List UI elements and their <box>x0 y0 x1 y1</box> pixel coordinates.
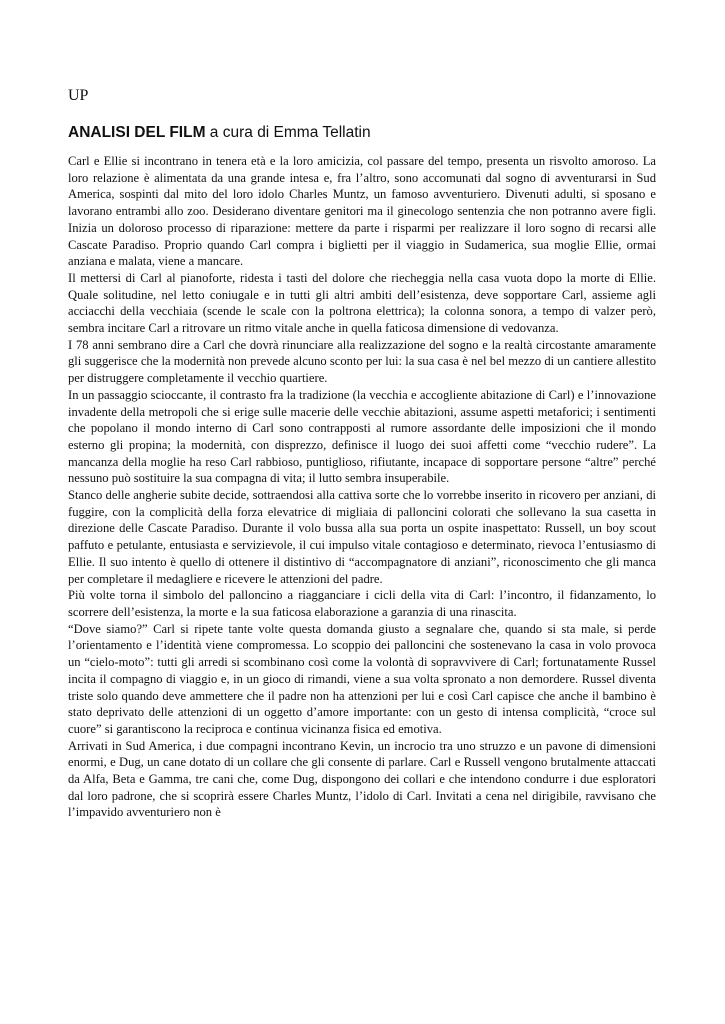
document-page <box>68 86 656 821</box>
article-heading <box>68 123 656 143</box>
paragraph: Il mettersi di Carl al pianoforte, ridesta i tasti del dolore che riecheggia nella casa vuota dopo la morte di Ellie. Quale solitudine, nel letto coniugale e in tutti gli altri ambiti dell’esistenza, deve sopportare Carl, assieme agli acciacchi della vecchiaia (scende le scale con la poltrona elettrica); la colonna sonora, a tempo di valzer però, sembra incitare Carl a ritrovare un ritmo vitale anche in quella faticosa dimensione di vedovanza. <box>68 270 656 336</box>
paragraph: Più volte torna il simbolo del palloncino a riagganciare i cicli della vita di Carl: l’incontro, il fidanzamento, lo scorrere dell’esistenza, la morte e la sua faticosa elaborazione a garanzia di una rinascita. <box>68 588 656 619</box>
heading-author: a cura di Emma Tellatin <box>205 124 371 141</box>
paragraph: Arrivati in Sud America, i due compagni incontrano Kevin, un incrocio tra uno struzzo e un pavone di dimensioni enormi, e Dug, un cane dotato di un collare che gli consente di parlare. Carl e Russell vengono brutalmente attaccati da Alfa, Beta e Gamma, tre cani che, come Dug, dispongono dei collari e che intendono condurre i due esploratori dal loro padrone, che si scoprirà essere Charles Muntz, l’idolo di Carl. Invitati a cena nel dirigibile, ravvisano che l’impavido avventuriero non è <box>68 738 656 820</box>
paragraph: I 78 anni sembrano dire a Carl che dovrà rinunciare alla realizzazione del sogno e la realtà circostante amaramente gli suggerisce che la modernità non prevede alcuno sconto per lui: la sua casa è nel bel mezzo di un cantiere allestito per distruggere completamente il vecchio quartiere. <box>68 337 656 386</box>
heading-bold: ANALISI DEL FILM <box>68 124 206 141</box>
paragraph: “Dove siamo?” Carl si ripete tante volte questa domanda giusto a segnalare che, quando si sta male, si perde l’orientamento e l’identità viene compromessa. Lo scoppio dei palloncini che sostenevano la casa in volo provoca un “cielo-moto”: tutti gli arredi si scombinano così come la volontà di sopravvivere di Carl; fortunatamente Russel incita il compagno di viaggio e, in un gioco di rimandi, viene a sua volta spronato a non demordere. Russel diventa triste solo quando deve ammettere che il padre non ha attenzioni per lui e così Carl capisce che anche il bambino è stato deprivato delle attenzioni di un oggetto d’amore importante: con un gesto di intensa complicità, “croce sul cuore” si garantiscono la reciproca e continua vicinanza fisica ed emotiva. <box>68 621 656 736</box>
paragraph: In un passaggio scioccante, il contrasto fra la tradizione (la vecchia e accogliente abitazione di Carl) e l’innovazione invadente della metropoli che si erige sulle macerie delle vecchie abitazioni, assume aspetti metaforici; i sentimenti che popolano il mondo interno di Carl sono contrapposti al rumore assordante delle imposizioni che il mondo esterno gli propina; la modernità, con disprezzo, definisce il luogo dei suoi affetti come “vecchio rudere”. La mancanza della moglie ha reso Carl rabbioso, puntiglioso, rifiutante, incapace di sopportare persone “altre” perché nessuno può sostituire la sua compagna di vita; il lutto sembra insuperabile. <box>68 387 656 486</box>
article-body <box>68 153 656 821</box>
document-title: UP <box>68 87 89 104</box>
paragraph: Stanco delle angherie subite decide, sottraendosi alla cattiva sorte che lo vorrebbe inserito in ricovero per anziani, di fuggire, con la complicità della forza elevatrice di migliaia di palloncini colorati che sollevano la sua casetta in direzione delle Cascate Paradiso. Durante il volo bussa alla sua porta un ospite inaspettato: Russell, un boy scout paffuto e petulante, entusiasta e servizievole, il cui impulso vitale contagioso e determinato, rievoca l’entusiasmo di Ellie. Il suo intento è quello di ottenere il distintivo di “accompagnatore di anziani”, riconoscimento che gli manca per completare il medagliere e ricevere le attenzioni del padre. <box>68 488 656 586</box>
paragraph: Carl e Ellie si incontrano in tenera età e la loro amicizia, col passare del tempo, presenta un risvolto amoroso. La loro relazione è alimentata da una grande intesa e, fra l’altro, sono accomunati dal sogno di avventurarsi in Sud America, sospinti dal mito del loro idolo Charles Muntz, un famoso avventuriero. Divenuti adulti, si sposano e lavorano entrambi allo zoo. Desiderano diventare genitori ma il ginecologo sentenzia che non potranno avere figli. Inizia un doloroso processo di riparazione: mettere da parte i risparmi per realizzare il loro sogno di recarsi alle Cascate Paradiso. Proprio quando Carl compra i biglietti per il viaggio in Sudamerica, sua moglie Ellie, ormai anziana e malata, viene a mancare. <box>68 154 656 269</box>
